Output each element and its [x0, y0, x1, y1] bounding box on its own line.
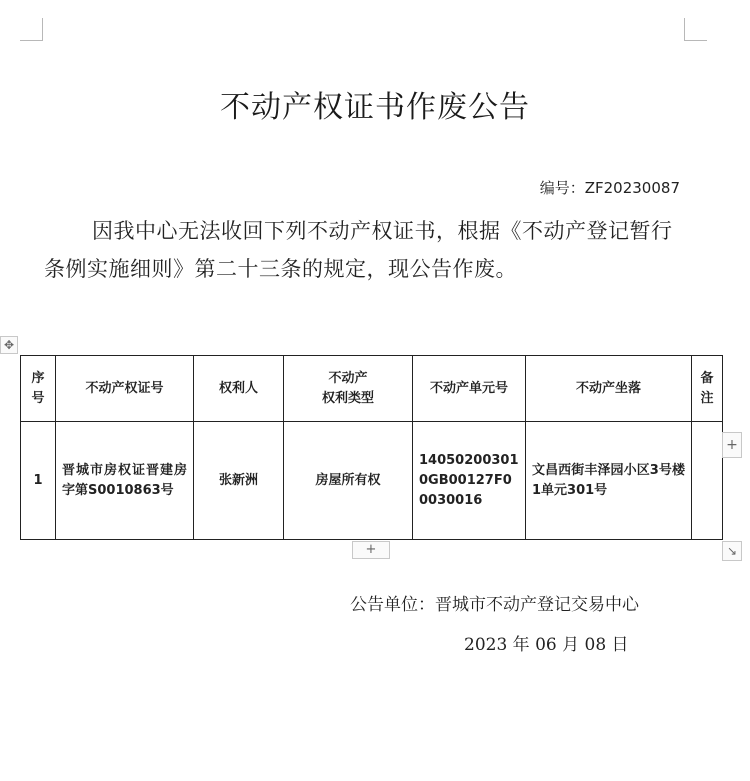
voided-certificates-table [20, 355, 723, 540]
header-cert-no: 不动产权证号 [56, 356, 194, 422]
table-resize-handle[interactable] [722, 541, 742, 561]
header-seq: 序号 [21, 356, 56, 422]
cell-remark [692, 422, 723, 540]
header-holder: 权利人 [194, 356, 284, 422]
header-unit-no: 不动产单元号 [413, 356, 526, 422]
document-number: 编号：ZF20230087 [539, 179, 680, 197]
table-row [21, 422, 723, 540]
cell-cert-no: 晋城市房权证晋建房字第S0010863号 [56, 422, 194, 540]
table-move-handle[interactable] [0, 336, 18, 354]
header-right-type: 不动产 权利类型 [284, 356, 413, 422]
issuing-organization: 公告单位：晋城市不动产登记交易中心 [350, 595, 639, 615]
add-column-button[interactable]: + [722, 432, 742, 458]
move-icon: ✥ [3, 338, 15, 352]
cell-right-type: 房屋所有权 [284, 422, 413, 540]
announcement-body: 因我中心无法收回下列不动产权证书，根据《不动产登记暂行条例实施细则》第二十三条的规定，现公告作废。 [44, 219, 673, 281]
add-row-button[interactable]: + [352, 541, 390, 559]
table-header-row [21, 356, 723, 422]
page-title: 不动产权证书作废公告 [220, 90, 530, 125]
page-corner-marker-top-right [684, 18, 707, 41]
header-location: 不动产坐落 [526, 356, 692, 422]
announcement-date: 2023 年 06 月 08 日 [464, 635, 629, 655]
header-remark: 备注 [692, 356, 723, 422]
cell-holder: 张新洲 [194, 422, 284, 540]
cell-seq: 1 [21, 422, 56, 540]
cell-location: 文昌西街丰泽园小区3号楼1单元301号 [526, 422, 692, 540]
resize-icon: ↘ [726, 544, 738, 558]
page-corner-marker-top-left [20, 18, 43, 41]
cell-unit-no: 140502003010GB00127F00030016 [413, 422, 526, 540]
